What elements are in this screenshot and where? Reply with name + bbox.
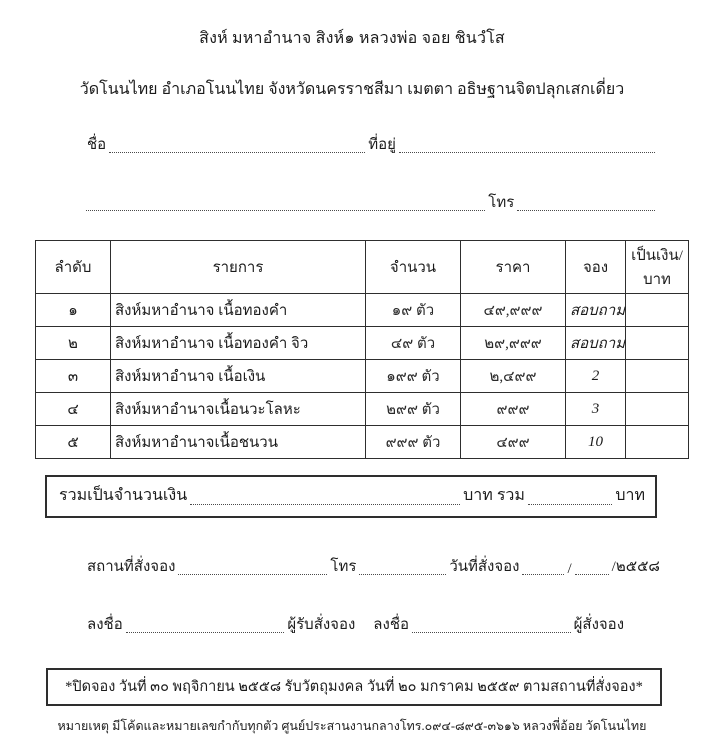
orderer-label: ผู้สั่งจอง	[573, 617, 625, 633]
row-booked-value: สอบถาม	[566, 294, 626, 327]
row-booked-value: สอบถาม	[566, 327, 626, 360]
address-dotted-line	[399, 152, 655, 153]
row-amount	[626, 327, 689, 360]
table-header-row	[36, 241, 689, 294]
document-subtitle: วัดโนนไทย อำเภอโนนไทย จังหวัดนครราชสีมา เมตตา อธิษฐานจิตปลุกเสกเดี่ยว	[79, 81, 625, 98]
order-phone-dotted-line	[359, 574, 446, 575]
receiver-label: ผู้รับสั่งจอง	[287, 617, 356, 633]
name-address-row	[85, 132, 656, 156]
row-quantity: ๙๙๙ ตัว	[366, 426, 461, 459]
col-header-price: ราคา	[461, 241, 566, 294]
col-header-index: ลำดับ	[36, 241, 111, 294]
row-quantity: ๑๙ ตัว	[366, 294, 461, 327]
row-amount	[626, 360, 689, 393]
total-label: รวมเป็นจำนวนเงิน	[59, 487, 188, 504]
orderer-signature-dotted-line	[412, 632, 571, 633]
table-row	[36, 393, 689, 426]
footnote-remark: หมายเหตุ มีโค้ดและหมายเลขกำกับทุกตัว ศูนย์ประสานงานกลางโทร.๐๙๔-๘๙๕-๓๖๑๖ หลวงพี่อ้อย วัดโนนไทย	[57, 719, 647, 733]
receiver-signature-dotted-line	[126, 632, 285, 633]
order-year-label: /๒๕๕๘	[611, 559, 660, 575]
name-dotted-line	[109, 152, 365, 153]
col-header-booked: จอง	[566, 241, 626, 294]
row-index: ๒	[36, 327, 111, 360]
row-index: ๕	[36, 426, 111, 459]
table-row	[36, 327, 689, 360]
total-row	[57, 483, 647, 508]
row-item: สิงห์มหาอำนาจเนื้อนวะโลหะ	[111, 393, 366, 426]
signature-row	[85, 612, 626, 636]
row-booked-value: 3	[566, 393, 626, 426]
document-title: สิงห์ มหาอำนาจ สิงห์๑ หลวงพ่อ จอย ชินวํโส	[199, 30, 505, 47]
row-quantity: ๑๙๙ ตัว	[366, 360, 461, 393]
baht-label: บาท	[615, 487, 645, 504]
closing-date-notice: *ปิดจอง วันที่ ๓๐ พฤจิกายน ๒๕๕๘ รับวัตถุมงคล วันที่ ๒๐ มกราคม ๒๕๕๙ ตามสถานที่สั่งจอง*	[46, 668, 662, 706]
sum-label: รวม	[496, 487, 525, 504]
row-booked-value: 2	[566, 360, 626, 393]
order-date-label: วันที่สั่งจอง	[449, 559, 520, 575]
phone-dotted-line	[517, 210, 655, 211]
date-slash: /	[567, 561, 572, 577]
order-day-dotted-line	[522, 574, 564, 575]
order-place-row	[85, 554, 662, 578]
sum-dotted-line	[528, 504, 612, 505]
address-phone-row	[85, 190, 656, 214]
row-index: ๑	[36, 294, 111, 327]
col-header-amount: เป็นเงิน/บาท	[626, 241, 689, 294]
row-index: ๓	[36, 360, 111, 393]
table-row	[36, 360, 689, 393]
row-item: สิงห์มหาอำนาจ เนื้อทองคำ จิว	[111, 327, 366, 360]
row-price: ๒,๔๙๙	[461, 360, 566, 393]
row-price: ๔๙๙	[461, 426, 566, 459]
address-continued-dotted-line	[86, 210, 485, 211]
table-row	[36, 294, 689, 327]
row-amount	[626, 294, 689, 327]
row-amount	[626, 426, 689, 459]
row-item: สิงห์มหาอำนาจเนื้อชนวน	[111, 426, 366, 459]
row-amount	[626, 393, 689, 426]
name-label: ชื่อ	[87, 137, 107, 153]
row-price: ๒๙,๙๙๙	[461, 327, 566, 360]
total-amount-dotted-line	[190, 504, 460, 505]
phone-label: โทร	[488, 195, 515, 211]
row-item: สิงห์มหาอำนาจ เนื้อเงิน	[111, 360, 366, 393]
row-booked-value: 10	[566, 426, 626, 459]
order-place-label: สถานที่สั่งจอง	[87, 559, 176, 575]
row-quantity: ๒๙๙ ตัว	[366, 393, 461, 426]
table-row	[36, 426, 689, 459]
order-phone-label: โทร	[330, 559, 357, 575]
row-quantity: ๔๙ ตัว	[366, 327, 461, 360]
row-item: สิงห์มหาอำนาจ เนื้อทองคำ	[111, 294, 366, 327]
baht-label: บาท	[463, 487, 493, 504]
order-month-dotted-line	[575, 574, 609, 575]
row-index: ๔	[36, 393, 111, 426]
address-label: ที่อยู่	[368, 137, 396, 153]
col-header-item: รายการ	[111, 241, 366, 294]
items-table	[35, 240, 689, 459]
order-place-dotted-line	[178, 574, 327, 575]
col-header-quantity: จำนวน	[366, 241, 461, 294]
sign-right-label: ลงชื่อ	[373, 617, 410, 633]
total-amount-box	[45, 475, 657, 518]
row-price: ๔๙,๙๙๙	[461, 294, 566, 327]
row-price: ๙๙๙	[461, 393, 566, 426]
sign-left-label: ลงชื่อ	[87, 617, 123, 633]
